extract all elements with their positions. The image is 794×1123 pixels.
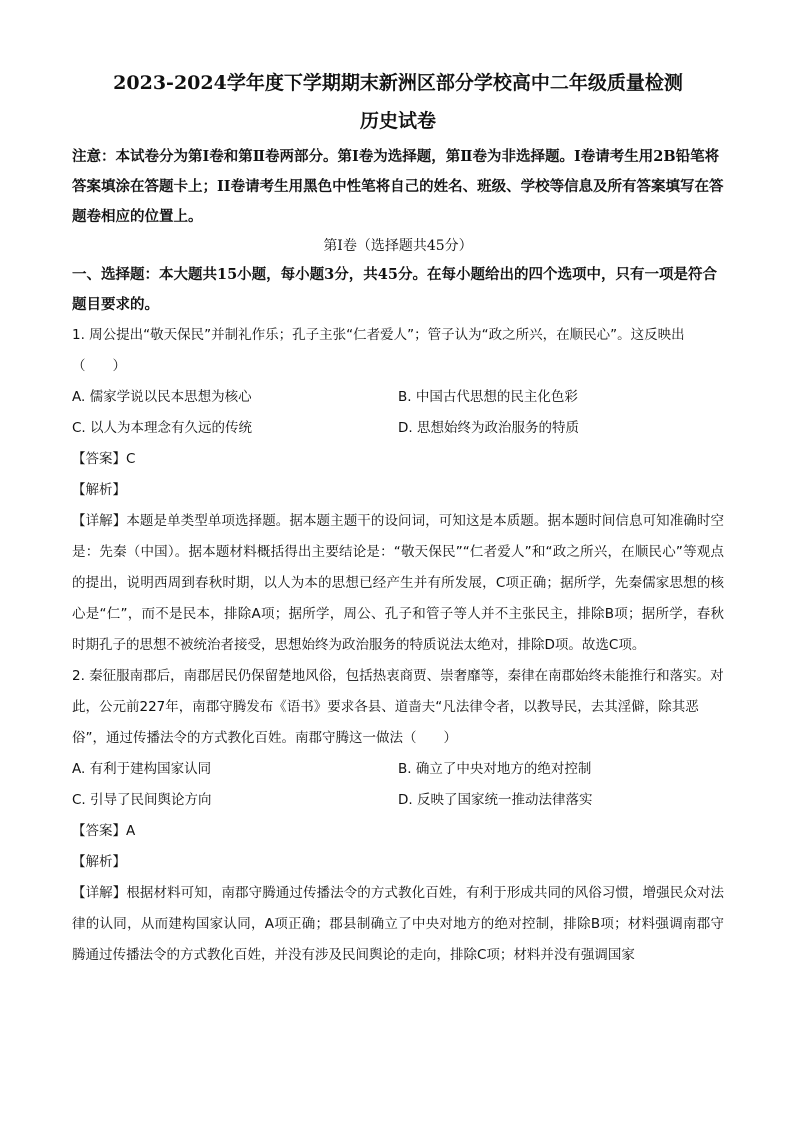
analysis-label: 【解析】 bbox=[72, 482, 126, 498]
option-b: B. 中国古代思想的民主化色彩 bbox=[398, 389, 578, 405]
detail-paragraph bbox=[72, 878, 724, 971]
answer-line bbox=[72, 444, 724, 475]
answer-label: 【答案】 bbox=[72, 823, 126, 839]
answer-label: 【答案】 bbox=[72, 451, 126, 467]
section-heading: 第Ⅰ卷（选择题共45分） bbox=[323, 238, 473, 254]
exam-title: 2023-2024学年度下学期期末新洲区部分学校高中二年级质量检测 bbox=[113, 72, 683, 94]
question-2 bbox=[72, 661, 724, 971]
option-list bbox=[72, 754, 724, 816]
detail-paragraph bbox=[72, 506, 724, 661]
question-1 bbox=[72, 320, 724, 661]
exam-page bbox=[72, 70, 724, 971]
question-stem: 2. 秦征服南郡后，南郡居民仍保留楚地风俗，包括热衷商贾、崇奢靡等，秦律在南郡始终未能推行和落实。对此，公元前227年，南郡守腾发布《语书》要求各县、道啬夫“凡法律令者，以教导民，去其淫僻，除其恶俗”，通过传播法令的方式教化百姓。南郡守腾这一做法（ ） bbox=[72, 668, 724, 746]
option-b: B. 确立了中央对地方的绝对控制 bbox=[398, 761, 592, 777]
detail-text: 根据材料可知，南郡守腾通过传播法令的方式教化百姓，有利于形成共同的风俗习惯，增强民众对法律的认同，从而建构国家认同，A项正确；郡县制确立了中央对地方的绝对控制，排除B项；材料强调南郡守腾通过传播法令的方式教化百姓，并没有涉及民间舆论的走向，排除C项；材料并没有强调国家 bbox=[72, 885, 725, 963]
answer-value: C bbox=[126, 451, 136, 467]
answer-value: A bbox=[126, 823, 136, 839]
exam-notice: 注意：本试卷分为第Ⅰ卷和第Ⅱ卷两部分。第Ⅰ卷为选择题，第Ⅱ卷为非选择题。Ⅰ卷请考生用2B铅笔将答案填涂在答题卡上；II卷请考生用黑色中性笔将自己的姓名、班级、学校等信息及所有答案填写在答题卷相应的位置上。 bbox=[72, 148, 724, 225]
analysis-label: 【解析】 bbox=[72, 854, 126, 870]
detail-label: 【详解】 bbox=[72, 513, 127, 529]
option-c: C. 以人为本理念有久远的传统 bbox=[72, 420, 253, 436]
section-instruction: 一、选择题：本大题共15小题，每小题3分，共45分。在每小题给出的四个选项中，只有一项是符合题目要求的。 bbox=[72, 266, 717, 313]
option-a: A. 儒家学说以民本思想为核心 bbox=[72, 389, 252, 405]
option-d: D. 思想始终为政治服务的特质 bbox=[398, 420, 579, 436]
question-stem: 1. 周公提出“敬天保民”并制礼作乐；孔子主张“仁者爱人”；管子认为“政之所兴，在顺民心”。这反映出（ ） bbox=[72, 327, 685, 374]
option-list bbox=[72, 382, 724, 444]
detail-text: 本题是单类型单项选择题。据本题主题干的设问词，可知这是本质题。据本题时间信息可知准确时空是：先秦（中国）。据本题材料概括得出主要结论是：“敬天保民”“仁者爱人”和“政之所兴，在顺民心”等观点的提出，说明西周到春秋时期，以人为本的思想已经产生并有所发展，C项正确；据所学，先秦儒家思想的核心是“仁”，而不是民本，排除A项；据所学，周公、孔子和管子等人并不主张民主，排除B项；据所学，春秋时期孔子的思想不被统治者接受，思想始终为政治服务的特质说法太绝对，排除D项。故选C项。 bbox=[72, 513, 725, 653]
answer-line bbox=[72, 816, 724, 847]
exam-subtitle: 历史试卷 bbox=[359, 110, 436, 132]
option-a: A. 有利于建构国家认同 bbox=[72, 761, 212, 777]
option-d: D. 反映了国家统一推动法律落实 bbox=[398, 792, 593, 808]
detail-label: 【详解】 bbox=[72, 885, 127, 901]
option-c: C. 引导了民间舆论方向 bbox=[72, 792, 212, 808]
